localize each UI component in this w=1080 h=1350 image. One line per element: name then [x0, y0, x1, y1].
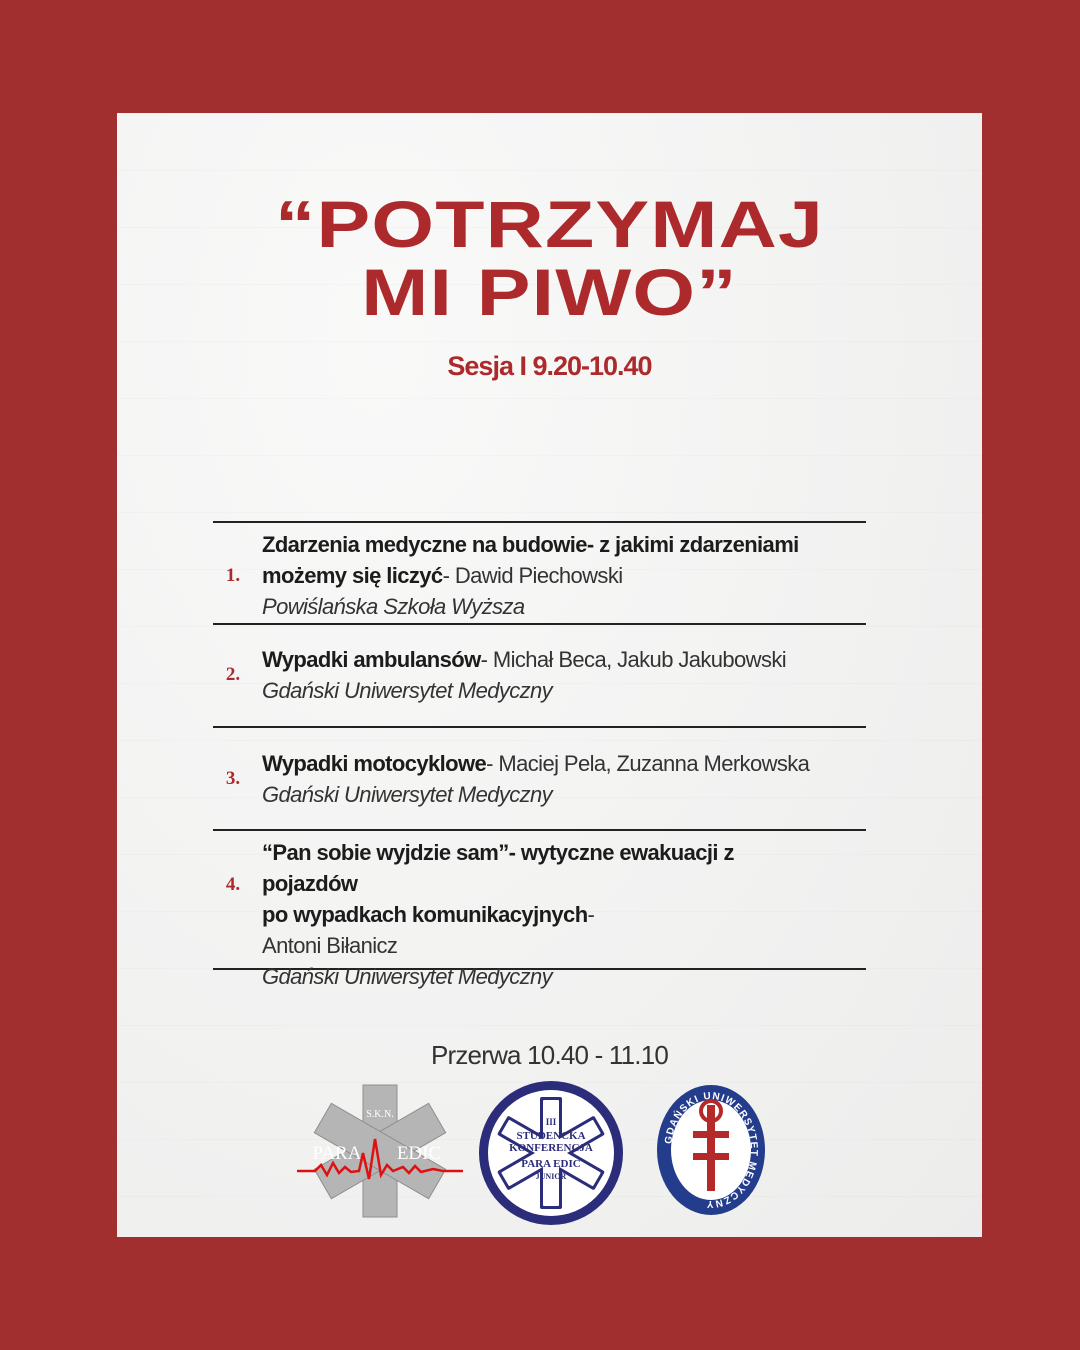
item-authors-dash: -	[587, 902, 595, 927]
conf-line3: PARA EDIC	[521, 1158, 581, 1170]
conf-line4: JUNIOR	[535, 1172, 567, 1181]
item-text	[262, 748, 862, 810]
logo-row	[117, 1073, 982, 1223]
session-time: Sesja I 9.20-10.40	[447, 351, 652, 381]
item-institution: Gdański Uniwersytet Medyczny	[262, 782, 553, 807]
skn-paramedic-logo	[293, 1079, 468, 1224]
item-number: 2.	[225, 664, 241, 685]
item-institution: Powiślańska Szkoła Wyższa	[262, 594, 525, 619]
conf-line1: STUDENCKA	[516, 1130, 586, 1142]
conference-logo	[477, 1079, 625, 1227]
paper-card	[117, 113, 982, 1237]
item-institution: Gdański Uniwersytet Medyczny	[262, 964, 553, 989]
conf-num: III	[545, 1117, 557, 1127]
item-authors: - Michał Beca, Jakub Jakubowski	[480, 647, 787, 672]
title-line-2: MI PIWO”	[361, 255, 738, 329]
item-number: 4.	[225, 874, 241, 895]
item-title: Wypadki ambulansów	[262, 647, 481, 672]
gumed-logo	[655, 1083, 767, 1218]
break-time: Przerwa 10.40 - 11.10	[430, 1040, 669, 1070]
item-number: 3.	[225, 768, 241, 789]
item-text	[262, 644, 862, 706]
item-authors: - Dawid Piechowski	[442, 563, 623, 588]
divider	[213, 726, 866, 728]
title-line-1: “POTRZYMAJ	[274, 187, 825, 261]
item-title: Zdarzenia medyczne na budowie- z jakimi zdarzeniami możemy się liczyć	[262, 532, 799, 588]
item-authors: Antoni Biłanicz	[262, 933, 398, 958]
divider	[213, 623, 866, 625]
conf-line2: KONFERENCJA	[509, 1142, 593, 1154]
gumed-ring-text: GDAŃSKI UNIWERSYTET MEDYCZNY	[663, 1090, 760, 1210]
item-title-2: po wypadkach komunikacyjnych	[262, 902, 588, 927]
item-title: Wypadki motocyklowe	[262, 751, 487, 776]
skn-edic: EDIC	[396, 1143, 442, 1164]
item-text	[262, 837, 782, 992]
page-title	[22, 187, 1077, 329]
skn-para: PARA	[312, 1143, 362, 1164]
item-authors: - Maciej Pela, Zuzanna Merkowska	[486, 751, 810, 776]
item-number: 1.	[225, 565, 241, 586]
divider	[213, 521, 866, 523]
divider	[213, 829, 866, 831]
item-title: “Pan sobie wyjdzie sam”- wytyczne ewakuacji z pojazdów	[262, 840, 734, 896]
item-institution: Gdański Uniwersytet Medyczny	[262, 678, 553, 703]
skn-label: S.K.N.	[366, 1109, 394, 1120]
item-text	[262, 529, 862, 622]
